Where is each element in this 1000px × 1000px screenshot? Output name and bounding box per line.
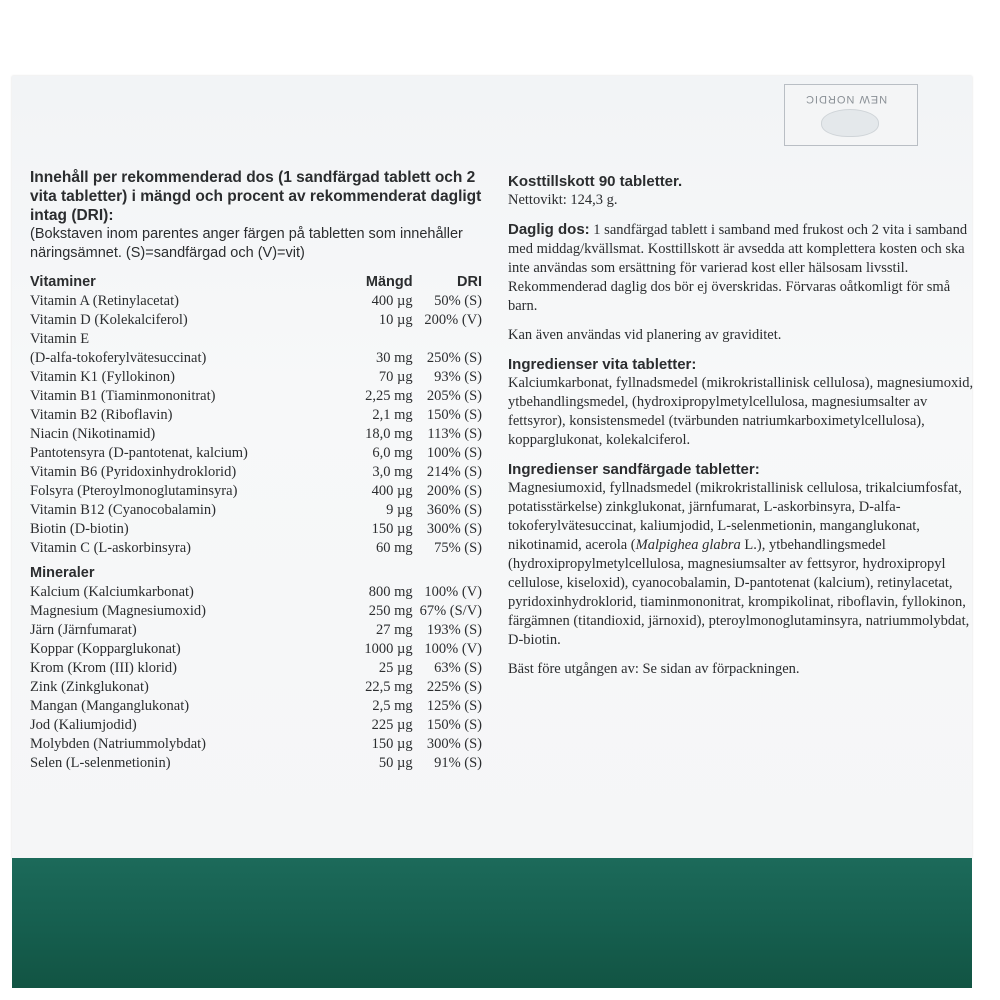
nutrient-amount: 225 µg — [371, 717, 413, 733]
nutrient-name: Vitamin B1 (Tiaminmononitrat) — [30, 388, 216, 404]
table-row — [30, 678, 482, 697]
table-row — [30, 602, 482, 621]
nutrient-dri: 100% (S) — [426, 445, 483, 461]
nutrient-dri: 200% (V) — [424, 312, 483, 328]
nutrient-dri: 193% (S) — [426, 622, 483, 638]
nutrient-name: Pantotensyra (D-pantotenat, kalcium) — [30, 445, 248, 461]
minerals-heading: Mineraler — [30, 565, 95, 581]
table-row — [30, 292, 482, 311]
nutrient-dri: 225% (S) — [426, 679, 483, 695]
table-row — [30, 621, 482, 640]
white-ingredients-heading: Ingredienser vita tabletter: — [508, 356, 697, 373]
nutrient-amount: 18,0 mg — [365, 426, 413, 442]
table-row — [30, 368, 482, 387]
tablet-color-note: (Bokstaven inom parentes anger färgen på tabletten som innehåller näringsämnet. (S)=sandfärgad och (V)=vit) — [30, 226, 463, 261]
nutrient-amount: 400 µg — [371, 293, 413, 309]
table-row — [30, 697, 482, 716]
table-row — [30, 716, 482, 735]
best-before: Bäst före utgången av: Se sidan av förpackningen. — [508, 661, 800, 677]
daily-dose — [508, 220, 974, 316]
brand-logo-text: NEW NORDIC — [805, 93, 888, 105]
nutrient-amount: 400 µg — [371, 483, 413, 499]
nutrient-dri: 50% (S) — [434, 293, 483, 309]
nutrient-name: Järn (Järnfumarat) — [30, 622, 137, 638]
nutrient-amount: 800 mg — [368, 584, 413, 600]
minerals-table — [30, 583, 482, 773]
table-row — [30, 463, 482, 482]
nutrient-amount: 22,5 mg — [365, 679, 413, 695]
table-row — [30, 444, 482, 463]
table-row — [30, 520, 482, 539]
nutrient-dri: 200% (S) — [426, 483, 483, 499]
table-row — [30, 349, 482, 368]
nutrient-name: Vitamin A (Retinylacetat) — [30, 293, 179, 309]
nutrient-dri: 300% (S) — [426, 521, 483, 537]
nutrient-amount: 2,5 mg — [372, 698, 413, 714]
white-ingredients-text: Kalciumkarbonat, fyllnadsmedel (mikrokristallinisk cellulosa), magnesiumoxid, ytbehandlingsmedel, (hydroxipropylmetylcellulosa, magnesiumsalter av fettsyror), konsistensmedel (tvärbunden natriumkarboximetylcellulosa), kopparglukonat, kolekalciferol. — [508, 375, 974, 448]
nutrient-name: Kalcium (Kalciumkarbonat) — [30, 584, 194, 600]
nutrient-dri — [413, 330, 482, 349]
nutrient-dri: 93% (S) — [434, 369, 483, 385]
nutrient-dri: 300% (S) — [426, 736, 483, 752]
nutrient-name: Vitamin K1 (Fyllokinon) — [30, 369, 175, 385]
table-row — [30, 659, 482, 678]
nutrient-dri: 205% (S) — [426, 388, 483, 404]
sand-ingredients-text — [508, 479, 974, 650]
nutrient-dri: 250% (S) — [426, 350, 483, 366]
nutrient-amount: 250 mg — [368, 603, 413, 619]
product-title: Kosttillskott 90 tabletter. — [508, 173, 683, 190]
nutrient-amount: 60 mg — [375, 540, 413, 556]
table-row — [30, 311, 482, 330]
table-header — [30, 273, 482, 292]
nutrient-name: Vitamin C (L-askorbinsyra) — [30, 540, 192, 556]
nutrient-name: Folsyra (Pteroylmonoglutaminsyra) — [30, 483, 238, 499]
nutrient-name: Magnesium (Magnesiumoxid) — [30, 603, 206, 619]
nutrient-name: Vitamin D (Kolekalciferol) — [30, 312, 188, 328]
nutrient-amount: 2,25 mg — [365, 388, 413, 404]
net-weight: Nettovikt: 124,3 g. — [508, 192, 618, 208]
nutrient-dri: 214% (S) — [426, 464, 483, 480]
nutrient-amount: 9 µg — [386, 502, 413, 518]
nutrient-name: Zink (Zinkglukonat) — [30, 679, 149, 695]
nutrient-dri: 150% (S) — [426, 717, 483, 733]
pregnancy-note: Kan även användas vid planering av graviditet. — [508, 327, 782, 343]
nutrient-amount: 25 µg — [378, 660, 413, 676]
column-name-header: Vitaminer — [30, 274, 96, 290]
nutrient-dri: 63% (S) — [434, 660, 483, 676]
daily-dose-label: Daglig dos: — [508, 221, 590, 238]
nutrient-dri: 75% (S) — [434, 540, 483, 556]
nutrient-amount: 150 µg — [371, 736, 413, 752]
brand-logo — [784, 84, 918, 146]
nutrient-name: Vitamin B12 (Cyanocobalamin) — [30, 502, 216, 518]
nutrient-amount: 70 µg — [378, 369, 413, 385]
table-row — [30, 406, 482, 425]
vitamins-table — [30, 292, 482, 558]
table-row — [30, 425, 482, 444]
package-bottom-band — [12, 858, 972, 988]
daily-dose-text: 1 sandfärgad tablett i samband med frukost och 2 vita i samband med middag/kvällsmat. Kosttillskott är avsedda att komplettera kosten och ska inte användas som ersättning för varierad kost eller hälsosam livsstil. Rekommenderad daglig dos bör ej överskridas. Förvaras oåtkomligt för små barn. — [508, 222, 968, 314]
sand-ingredients-part-1: Magnesiumoxid, fyllnadsmedel (mikrokristallinisk cellulosa, trikalciumfosfat, potatisstärkelse) zinkglukonat, järnfumarat, L-askorbinsyra, D-alfa-tokoferylvätesuccinat, kaliumjodid, L-selenmetionin, manganglukonat, nikotinamid, acerola ( — [508, 480, 962, 553]
nutrient-dri: 100% (V) — [424, 584, 483, 600]
table-row — [30, 735, 482, 754]
table-row — [30, 640, 482, 659]
sand-ingredients-latin: Malpighea glabra — [635, 537, 741, 553]
nutrient-dri: 67% (S/V) — [419, 603, 483, 619]
nutrient-amount: 10 µg — [378, 312, 413, 328]
product-info-section — [508, 172, 974, 679]
nutrient-amount: 27 mg — [375, 622, 413, 638]
nutrient-amount: 1000 µg — [364, 641, 413, 657]
table-row — [30, 583, 482, 602]
nutrient-name: Mangan (Manganglukonat) — [30, 698, 190, 714]
table-row — [30, 387, 482, 406]
table-row — [30, 482, 482, 501]
nutrient-name: (D-alfa-tokoferylvätesuccinat) — [30, 350, 207, 366]
table-row — [30, 501, 482, 520]
nutrient-dri: 113% (S) — [427, 426, 483, 442]
nutrient-name: Koppar (Kopparglukonat) — [30, 641, 181, 657]
nutrient-dri: 91% (S) — [434, 755, 483, 771]
nutrition-heading: Innehåll per rekommenderad dos (1 sandfärgad tablett och 2 vita tabletter) i mängd och procent av rekommenderat dagligt intag (DRI): — [30, 169, 482, 224]
column-dri-header: DRI — [457, 274, 483, 290]
table-row — [30, 754, 482, 773]
nutrient-name: Jod (Kaliumjodid) — [30, 717, 137, 733]
nutrient-dri: 150% (S) — [426, 407, 483, 423]
nutrient-name: Niacin (Nikotinamid) — [30, 426, 156, 442]
nutrient-name: Biotin (D-biotin) — [30, 521, 129, 537]
nutrient-name: Vitamin E — [30, 331, 90, 347]
nutrient-name: Krom (Krom (III) klorid) — [30, 660, 177, 676]
nutrient-name: Selen (L-selenmetionin) — [30, 755, 171, 771]
nutrient-dri: 360% (S) — [426, 502, 483, 518]
nutrient-amount: 2,1 mg — [372, 407, 413, 423]
nutrient-amount: 30 mg — [375, 350, 413, 366]
nutrient-amount: 3,0 mg — [372, 464, 413, 480]
nutrient-amount — [327, 330, 412, 349]
table-row — [30, 539, 482, 558]
nutrient-amount: 6,0 mg — [372, 445, 413, 461]
column-amount-header: Mängd — [365, 274, 413, 290]
nutrient-amount: 50 µg — [378, 755, 413, 771]
leaf-icon — [821, 109, 879, 137]
table-row — [30, 330, 482, 349]
nutrition-section — [30, 168, 482, 773]
sand-ingredients-part-2: L.), ytbehandlingsmedel (hydroxipropylmetylcellulosa, magnesiumsalter av fettsyror, hydroxipropyl cellulose, kiseloxid), cyanocobalamin, D-pantotenat (kalcium), retinylacetat, pyridoxinhydroklorid, tiaminmononitrat, krompikolinat, riboflavin, fyllokinon, färgämnen (titandioxid, järnoxid), pteroylmonoglutaminsyra, natriummolybdat, D-biotin. — [508, 537, 970, 648]
nutrient-dri: 100% (V) — [424, 641, 483, 657]
nutrient-amount: 150 µg — [371, 521, 413, 537]
nutrient-dri: 125% (S) — [426, 698, 483, 714]
nutrient-name: Vitamin B2 (Riboflavin) — [30, 407, 173, 423]
sand-ingredients-heading: Ingredienser sandfärgade tabletter: — [508, 461, 760, 478]
nutrient-name: Molybden (Natriummolybdat) — [30, 736, 206, 752]
nutrient-name: Vitamin B6 (Pyridoxinhydroklorid) — [30, 464, 237, 480]
